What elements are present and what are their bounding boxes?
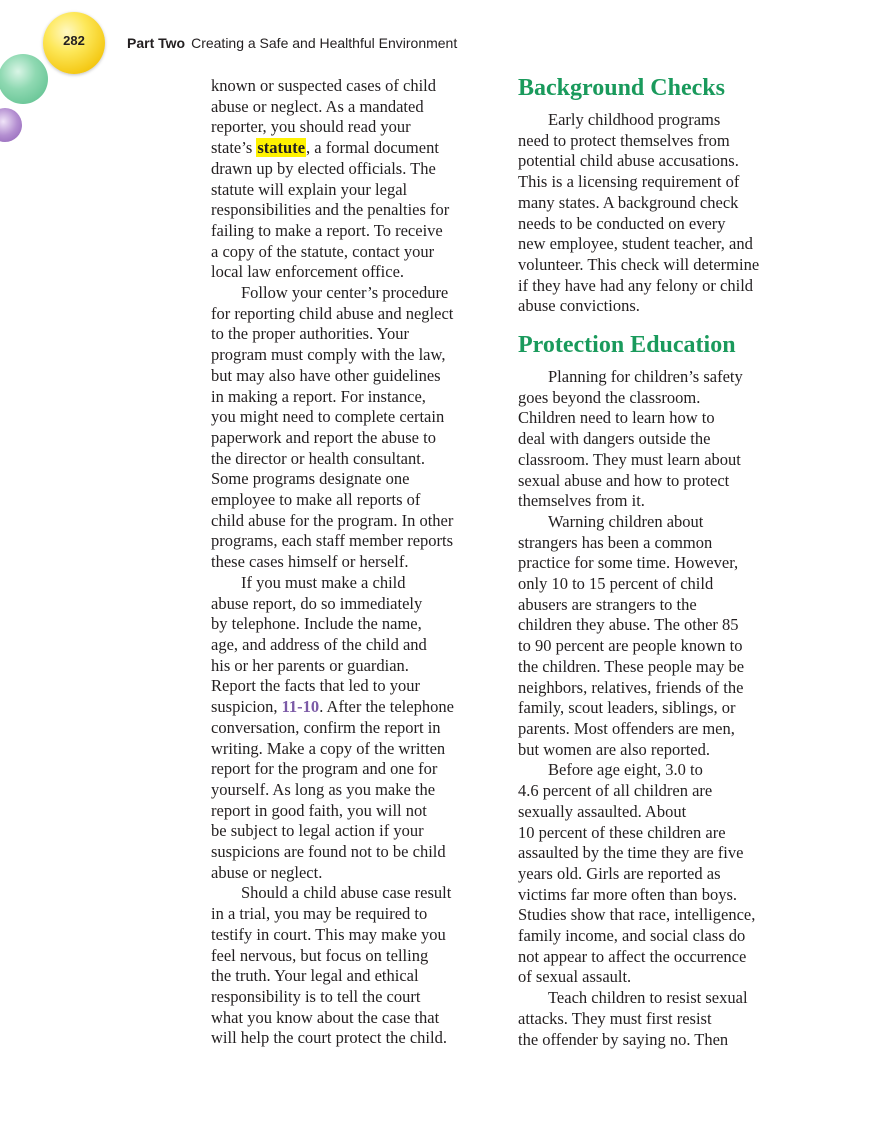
text-line: by telephone. Include the name, [211,614,422,634]
text-line: to the proper authorities. Your [211,324,409,344]
right-column [518,76,798,1050]
text-line: responsibilities and the penalties for [211,200,450,220]
text-line: Children need to learn how to [518,408,715,428]
text-line: 10 percent of these children are [518,822,726,842]
running-head [127,35,457,51]
text-line: yourself. As long as you make the [211,779,436,799]
text-line: programs, each staff member reports [211,531,454,551]
paragraph [211,883,491,1049]
text-line: abusers are strangers to the [518,594,697,614]
text-line: employee to make all reports of [211,490,421,510]
text-line: parents. Most offenders are men, [518,718,735,738]
text-line: Follow your center’s procedure [241,283,449,303]
text-line: If you must make a child [241,572,406,592]
text-line: themselves from it. [518,491,645,511]
text-line: suspicions are found not to be child [211,842,446,862]
figure-reference-link[interactable]: 11-10 [281,697,320,717]
text-line: be subject to legal action if your [211,821,424,841]
text-line: potential child abuse accusations. [518,151,739,171]
paragraph [518,512,798,760]
text-line: attacks. They must first resist [518,1008,712,1028]
text-line: of sexual assault. [518,967,632,987]
text-line: assaulted by the time they are five [518,843,744,863]
text-line: age, and address of the child and [211,634,427,654]
text-line: abuse or neglect. [211,862,323,882]
text-line: but women are also reported. [518,739,710,759]
text-line: children they abuse. The other 85 [518,615,739,635]
text-line: if they have had any felony or child [518,275,754,295]
text-line: but may also have other guidelines [211,365,441,385]
text-line: Studies show that race, intelligence, [518,905,756,925]
text-line: to 90 percent are people known to [518,636,743,656]
text-line: family income, and social class do [518,926,746,946]
text-line: writing. Make a copy of the written [211,738,446,758]
text-line: suspicion, 11-10. After the telephone [211,697,454,717]
text-line: in making a report. For instance, [211,386,426,406]
text-line: new employee, student teacher, and [518,234,753,254]
paragraph [518,367,798,512]
text-line: Before age eight, 3.0 to [548,760,703,780]
text-line: feel nervous, but focus on telling [211,945,429,965]
text-line: report in good faith, you will not [211,800,427,820]
text-line: testify in court. This may make you [211,924,446,944]
text-line: failing to make a report. To receive [211,220,443,240]
text-line: deal with dangers outside the [518,429,711,449]
text-line: Planning for children’s safety [548,367,743,387]
text-line: paperwork and report the abuse to [211,427,436,447]
section-heading-protection-education: Protection Education [518,332,736,359]
text-line: in a trial, you may be required to [211,904,428,924]
text-line: conversation, confirm the report in [211,717,441,737]
text-line: report for the program and one for [211,759,438,779]
text-line: Some programs designate one [211,469,410,489]
text-line: sexual abuse and how to protect [518,470,730,490]
part-label: Part Two [127,35,186,51]
text-line: for reporting child abuse and neglect [211,303,454,323]
text-line: Teach children to resist sexual [548,988,748,1008]
text-line: abuse convictions. [518,296,640,316]
text-line: victims far more often than boys. [518,884,738,904]
text-line: state’s statute, a formal document [211,138,439,158]
decorative-purple-circle [0,108,22,142]
paragraph [518,988,798,1050]
decorative-green-circle [0,54,48,104]
text-line: Should a child abuse case result [241,883,452,903]
text-line: the truth. Your legal and ethical [211,966,419,986]
text-line: a copy of the statute, contact your [211,241,435,261]
text-line: Early childhood programs [548,110,721,129]
text-line: volunteer. This check will determine [518,254,760,274]
text-line: classroom. They must learn about [518,449,741,469]
text-line: known or suspected cases of child [211,76,436,95]
paragraph [211,283,491,573]
text-line: the director or health consultant. [211,448,425,468]
part-title: Creating a Safe and Healthful Environment [191,35,458,51]
text-line: neighbors, relatives, friends of the [518,677,744,697]
text-line: local law enforcement office. [211,262,405,282]
text-line: you might need to complete certain [211,407,445,427]
text-line: drawn up by elected officials. The [211,158,436,178]
paragraph [518,760,798,988]
text-line: will help the court protect the child. [211,1028,447,1048]
text-line: This is a licensing requirement of [518,172,740,192]
text-line: reporter, you should read your [211,117,411,137]
left-column [211,76,491,1049]
text-line: 4.6 percent of all children are [518,781,713,801]
text-line: what you know about the case that [211,1007,440,1027]
text-line: Warning children about [548,511,704,531]
section-heading-background-checks: Background Checks [518,75,725,101]
text-line: only 10 to 15 percent of child [518,574,714,594]
text-line: strangers has been a common [518,532,713,552]
text-line: sexually assaulted. About [518,801,687,821]
paragraph [211,573,491,884]
text-line: the offender by saying no. Then [518,1029,729,1049]
paragraph [211,76,491,283]
text-line: many states. A background check [518,192,739,212]
text-line: his or her parents or guardian. [211,655,409,675]
text-line: abuse report, do so immediately [211,593,423,613]
text-line: abuse or neglect. As a mandated [211,96,424,116]
text-line: responsibility is to tell the court [211,986,421,1006]
text-line: family, scout leaders, siblings, or [518,698,736,718]
text-line: needs to be conducted on every [518,213,726,233]
text-line: need to protect themselves from [518,130,730,150]
text-line: Report the facts that led to your [211,676,420,696]
text-line: years old. Girls are reported as [518,863,721,883]
text-line: child abuse for the program. In other [211,510,454,530]
text-line: not appear to affect the occurrence [518,946,747,966]
key-term-statute: statute [257,138,306,158]
text-line: practice for some time. However, [518,553,739,573]
text-line: statute will explain your legal [211,179,408,199]
text-line: goes beyond the classroom. [518,387,701,407]
text-line: program must comply with the law, [211,345,446,365]
page-number: 282 [63,33,85,48]
paragraph [518,110,798,317]
text-line: these cases himself or herself. [211,552,409,572]
text-line: the children. These people may be [518,656,745,676]
